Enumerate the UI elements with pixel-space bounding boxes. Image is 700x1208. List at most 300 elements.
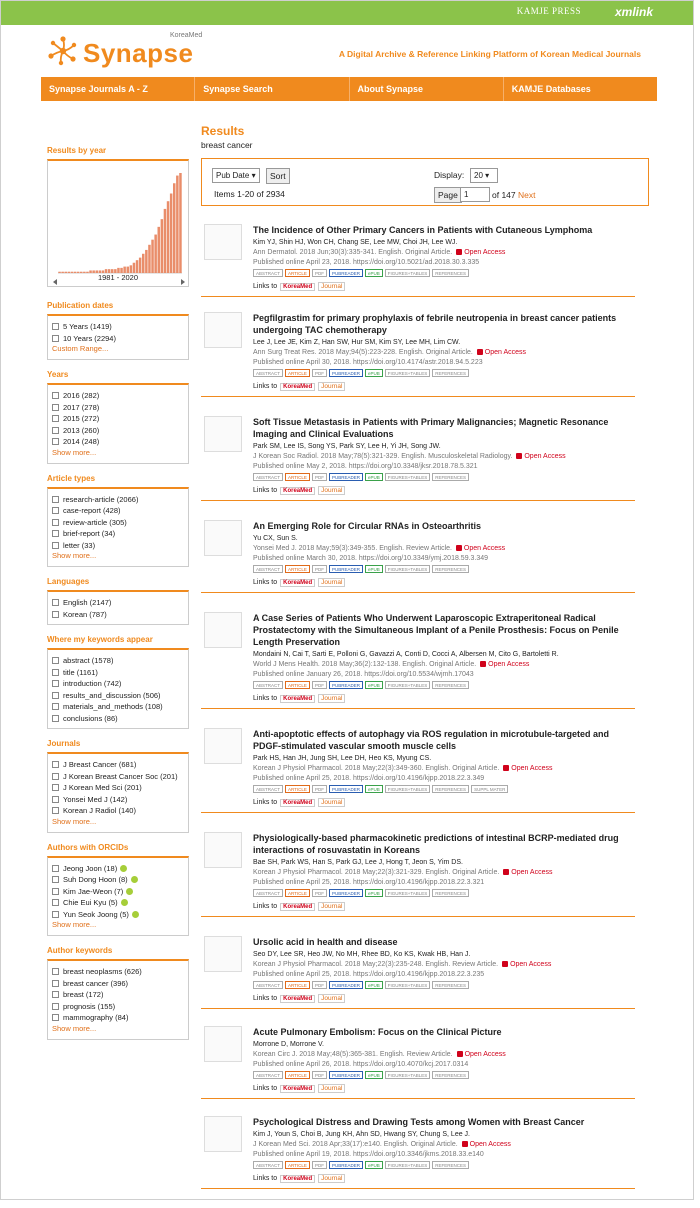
article-thumbnail[interactable] [204,312,242,348]
tag-figurestables-button[interactable]: FIGURES+TABLES [385,565,431,573]
display-label: Display: [434,170,465,180]
journal-link[interactable]: Journal [318,382,345,391]
lock-icon [456,545,462,551]
article-links [253,1083,635,1094]
year-bar[interactable] [161,219,164,273]
synapse-logo-icon [47,35,79,67]
tag-references-button[interactable]: REFERENCES [432,1071,469,1079]
filter-option[interactable]: English (2147) [52,597,183,609]
tag-epub-button[interactable]: ePUB [365,369,383,377]
checkbox[interactable] [52,899,59,906]
checkbox[interactable] [52,507,59,514]
tag-pdf-button[interactable]: PDF [312,681,327,689]
filter-option[interactable]: 2016 (282) [52,390,183,402]
tag-abstract-button[interactable]: ABSTRACT [253,269,283,277]
checkbox[interactable] [52,715,59,722]
tag-figurestables-button[interactable]: FIGURES+TABLES [385,369,431,377]
tag-pubreader-button[interactable]: PUBREADER [329,1071,363,1079]
article-published: Published online April 30, 2018. https://doi.org/10.4174/astr.2018.94.5.223 [253,359,483,366]
tag-figurestables-button[interactable]: FIGURES+TABLES [385,889,431,897]
lock-icon [462,1141,468,1147]
checkbox[interactable] [52,888,59,895]
journal-link[interactable]: Journal [318,282,345,291]
show-more-link[interactable]: Show more... [52,1023,97,1033]
checkbox[interactable] [52,692,59,699]
filter-option[interactable]: review-article (305) [52,517,183,529]
koreamed-link[interactable]: KoreaMed [280,1085,315,1093]
links-to-label: Links to [253,487,278,494]
tag-epub-button[interactable]: ePUB [365,785,383,793]
results-by-year-title: Results by year [47,146,107,155]
open-access-label: Open Access [510,961,552,968]
checkbox[interactable] [52,968,59,975]
article-format-tags [253,681,635,690]
checkbox[interactable] [52,335,59,342]
filter-option[interactable]: 2013 (260) [52,425,183,437]
filter-option[interactable]: breast neoplasms (626) [52,966,183,978]
tag-figurestables-button[interactable]: FIGURES+TABLES [385,473,431,481]
checkbox[interactable] [52,599,59,606]
tag-abstract-button[interactable]: ABSTRACT [253,1071,283,1079]
checkbox[interactable] [52,703,59,710]
tag-figurestables-button[interactable]: FIGURES+TABLES [385,681,431,689]
checkbox[interactable] [52,911,59,918]
tag-article-button[interactable]: ARTICLE [285,1161,310,1169]
filter-option[interactable]: 5 Years (1419) [52,321,183,333]
filter-option[interactable]: Suh Dong Hoon (8) [52,874,183,886]
article-title[interactable]: Soft Tissue Metastasis in Patients with Primary Malignancies; Magnetic Resonance Imaging and Clinical Evaluations [253,417,609,439]
tag-references-button[interactable]: REFERENCES [432,981,469,989]
tag-epub-button[interactable]: ePUB [365,269,383,277]
links-to-label: Links to [253,799,278,806]
journal-link[interactable]: Journal [318,486,345,495]
tag-article-button[interactable]: ARTICLE [285,369,310,377]
article-format-tags [253,785,635,794]
article-links [253,993,635,1004]
checkbox[interactable] [52,784,59,791]
lock-icon [503,869,509,875]
article-title[interactable]: Anti-apoptotic effects of autophagy via ROS regulation in microtubule-targeted and PDGF-stimulated vascular smooth muscle cells [253,729,610,751]
filter-option[interactable]: prognosis (155) [52,1001,183,1013]
filter-option[interactable]: J Korean Breast Cancer Soc (201) [52,771,183,783]
checkbox[interactable] [52,680,59,687]
show-more-link[interactable]: Show more... [52,447,97,457]
checkbox[interactable] [52,542,59,549]
article-links [253,693,635,704]
article-links [253,281,635,292]
filter-option[interactable]: breast cancer (396) [52,978,183,990]
article-citation: Ann Surg Treat Res. 2018 May;94(5):223-228. English. Original Article. Open Access [253,349,527,356]
filter-option[interactable]: Jeong Joon (18) [52,863,183,875]
article-authors: Lee J, Lee JE, Kim Z, Han SW, Hur SM, Kim SY, Lee MH, Lim CW. [253,339,461,346]
items-count: Items 1-20 of 2934 [214,189,285,199]
checkbox[interactable] [52,773,59,780]
article-thumbnail[interactable] [204,936,242,972]
article-published: Published online January 26, 2018. https://doi.org/10.5534/wjmh.17043 [253,671,474,678]
custom-range-link[interactable]: Custom Range... [52,344,109,353]
filter-option[interactable]: research-article (2066) [52,494,183,506]
links-to-label: Links to [253,903,278,910]
year-bar[interactable] [173,183,176,273]
show-more-link[interactable]: Show more... [52,920,97,929]
checkbox[interactable] [52,1014,59,1021]
article-format-tags [253,889,635,898]
article-thumbnail[interactable] [204,612,242,648]
languages-box [47,590,189,625]
site-tagline: A Digital Archive & Reference Linking Platform of Korean Medical Journals [338,49,641,59]
filter-option[interactable]: Chie Eui Kyu (5) [52,897,183,909]
article-item [201,307,635,397]
tag-pubreader-button[interactable]: PUBREADER [329,889,363,897]
tag-figurestables-button[interactable]: FIGURES+TABLES [385,1071,431,1079]
article-citation: Korean J Physiol Pharmacol. 2018 May;22(3):235-248. English. Review Article. Open Access [253,961,552,968]
year-bar[interactable] [167,201,170,273]
nav-kamje-databases[interactable]: KAMJE Databases [511,84,591,94]
article-thumbnail[interactable] [204,728,242,764]
tag-abstract-button[interactable]: ABSTRACT [253,369,283,377]
year-histogram[interactable] [48,161,190,289]
tag-epub-button[interactable]: ePUB [365,1161,383,1169]
tag-abstract-button[interactable]: ABSTRACT [253,785,283,793]
tag-pdf-button[interactable]: PDF [312,369,327,377]
orcid-icon[interactable] [126,888,133,895]
article-authors: Morrone D, Morrone V. [253,1041,324,1048]
orcid-icon[interactable] [120,865,127,872]
year-bar[interactable] [133,263,136,273]
languages-title: Languages [47,577,90,586]
tag-article-button[interactable]: ARTICLE [285,473,310,481]
tag-figurestables-button[interactable]: FIGURES+TABLES [385,1161,431,1169]
article-title[interactable]: An Emerging Role for Circular RNAs in Osteoarthritis [253,521,482,531]
display-select[interactable]: 20 ▾ [470,168,498,183]
tag-references-button[interactable]: REFERENCES [432,369,469,377]
tag-pubreader-button[interactable]: PUBREADER [329,269,363,277]
tag-abstract-button[interactable]: ABSTRACT [253,565,283,573]
tag-references-button[interactable]: REFERENCES [432,473,469,481]
checkbox[interactable] [52,980,59,987]
journal-link[interactable]: Journal [318,798,345,807]
checkbox[interactable] [52,1003,59,1010]
year-bar[interactable] [148,245,151,273]
article-title[interactable]: A Case Series of Patients Who Underwent Laparoscopic Extraperitoneal Radical Prostatectomy with the Simultaneous Implant of a Penile Prosthesis: Focus on Penile Length Preservation [253,613,619,647]
filter-option[interactable]: case-report (428) [52,505,183,517]
article-title[interactable]: Pegfilgrastim for primary prophylaxis of febrile neutropenia in breast cancer patients undergoing TAC chemotherapy [253,313,617,335]
filter-option[interactable]: results_and_discussion (506) [52,690,183,702]
author-keywords-title: Author keywords [47,946,113,955]
year-bar[interactable] [136,260,139,273]
tag-abstract-button[interactable]: ABSTRACT [253,1161,283,1169]
tag-pdf-button[interactable]: PDF [312,785,327,793]
year-bar[interactable] [139,258,142,273]
open-access-label: Open Access [464,1051,506,1058]
tag-pdf-button[interactable]: PDF [312,269,327,277]
orcid-icon[interactable] [132,911,139,918]
tag-article-button[interactable]: ARTICLE [285,889,310,897]
checkbox[interactable] [52,796,59,803]
koreamed-link[interactable]: KoreaMed [280,695,315,703]
filter-option[interactable]: mammography (84) [52,1012,183,1024]
checkbox[interactable] [52,323,59,330]
article-authors: Seo DY, Lee SR, Heo JW, No MH, Rhee BD, Ko KS, Kwak HB, Han J. [253,951,471,958]
article-item [201,1021,635,1099]
year-bar[interactable] [151,240,154,273]
article-title[interactable]: The Incidence of Other Primary Cancers in Patients with Cutaneous Lymphoma [253,225,593,235]
journal-link[interactable]: Journal [318,902,345,911]
tag-pdf-button[interactable]: PDF [312,473,327,481]
checkbox[interactable] [52,865,59,872]
links-to-label: Links to [253,579,278,586]
tag-epub-button[interactable]: ePUB [365,1071,383,1079]
checkbox[interactable] [52,669,59,676]
keywords-appear-title: Where my keywords appear [47,635,153,644]
filter-option[interactable]: letter (33) [52,540,183,552]
article-item [201,515,635,593]
tag-references-button[interactable]: REFERENCES [432,681,469,689]
orcid-icon[interactable] [131,876,138,883]
article-item [201,723,635,813]
year-bar[interactable] [154,235,157,273]
tag-pubreader-button[interactable]: PUBREADER [329,981,363,989]
tag-abstract-button[interactable]: ABSTRACT [253,681,283,689]
journal-link[interactable]: Journal [318,1174,345,1183]
next-page-link[interactable]: Next [518,190,536,200]
filter-option[interactable]: Kim Jae-Weon (7) [52,886,183,898]
journal-link[interactable]: Journal [318,694,345,703]
article-format-tags [253,565,635,574]
tag-pdf-button[interactable]: PDF [312,1071,327,1079]
journals-title: Journals [47,739,81,748]
filter-option[interactable]: Yonsei Med J (142) [52,794,183,806]
show-more-link[interactable]: Show more... [52,551,97,560]
checkbox[interactable] [52,611,59,618]
tag-article-button[interactable]: ARTICLE [285,269,310,277]
show-more-link[interactable]: Show more... [52,816,97,826]
filter-option[interactable]: Yun Seok Joong (5) [52,909,183,921]
tag-figurestables-button[interactable]: FIGURES+TABLES [385,269,431,277]
tag-epub-button[interactable]: ePUB [365,981,383,989]
site-header [1,25,693,73]
nav-about-synapse[interactable]: About Synapse [350,77,504,101]
article-item [201,931,635,1009]
tag-abstract-button[interactable]: ABSTRACT [253,473,283,481]
tag-references-button[interactable]: REFERENCES [432,269,469,277]
tag-pubreader-button[interactable]: PUBREADER [329,565,363,573]
tag-references-button[interactable]: REFERENCES [432,889,469,897]
filter-option[interactable]: title (1161) [52,667,183,679]
article-links [253,1173,635,1184]
tag-article-button[interactable]: ARTICLE [285,681,310,689]
koreamed-link[interactable]: KoreaMed [280,995,315,1003]
open-access-label: Open Access [469,1141,511,1148]
filter-option[interactable]: breast (172) [52,989,183,1001]
checkbox[interactable] [52,761,59,768]
year-bar[interactable] [164,209,167,273]
article-thumbnail[interactable] [204,416,242,452]
publication-dates-title: Publication dates [47,301,114,310]
page-input[interactable]: 1 [460,187,490,202]
article-title[interactable]: Acute Pulmonary Embolism: Focus on the Clinical Picture [253,1027,502,1037]
nav-journals-a-z[interactable]: Synapse Journals A - Z [41,77,195,101]
article-title[interactable]: Physiologically-based pharmacokinetic predictions of intestinal BCRP-mediated drug interactions of rosuvastatin in Koreans [253,833,619,855]
article-authors: Park HS, Han JH, Jung SH, Lee DH, Heo KS, Myung CS. [253,755,432,762]
filter-option[interactable]: 2017 (278) [52,402,183,414]
checkbox[interactable] [52,496,59,503]
filter-option[interactable]: 2015 (272) [52,413,183,425]
tag-article-button[interactable]: ARTICLE [285,785,310,793]
article-thumbnail[interactable] [204,1026,242,1062]
lock-icon [503,765,509,771]
open-access-label: Open Access [484,349,527,356]
year-bar[interactable] [176,176,179,273]
year-bar[interactable] [130,265,133,273]
article-item [201,1111,635,1189]
filter-option[interactable]: introduction (742) [52,678,183,690]
nav-synapse-search[interactable]: Synapse Search [195,77,349,101]
tag-article-button[interactable]: ARTICLE [285,565,310,573]
article-authors: Yu CX, Sun S. [253,535,298,542]
results-query: breast cancer [201,140,253,150]
year-bar[interactable] [170,194,173,273]
checkbox[interactable] [52,392,59,399]
journal-link[interactable]: Journal [318,1084,345,1093]
article-authors: Kim J, Youn S, Choi B, Jung KH, Ahn SD, Hwang SY, Chung S, Lee J. [253,1131,470,1138]
article-published: Published online April 19, 2018. https://doi.org/10.3346/jkms.2018.33.e140 [253,1151,484,1158]
article-authors: Bae SH, Park WS, Han S, Park GJ, Lee J, Hong T, Jeon S, Yim DS. [253,859,463,866]
tag-pubreader-button[interactable]: PUBREADER [329,473,363,481]
tag-pdf-button[interactable]: PDF [312,1161,327,1169]
xmlink-link[interactable]: xmlink [614,5,653,19]
sort-select[interactable]: Pub Date ▾ [212,168,260,183]
article-published: Published online March 30, 2018. https://doi.org/10.3349/ymj.2018.59.3.349 [253,555,489,562]
article-links [253,901,635,912]
article-links [253,577,635,588]
tag-epub-button[interactable]: ePUB [365,681,383,689]
tag-article-button[interactable]: ARTICLE [285,1071,310,1079]
year-bar[interactable] [158,227,161,273]
tag-pubreader-button[interactable]: PUBREADER [329,1161,363,1169]
article-format-tags [253,473,635,482]
lock-icon [456,249,462,255]
filter-option[interactable]: conclusions (86) [52,713,183,725]
tag-pdf-button[interactable]: PDF [312,565,327,573]
filter-option[interactable]: brief-report (34) [52,528,183,540]
checkbox[interactable] [52,991,59,998]
filter-option[interactable]: 10 Years (2294) [52,333,183,345]
tag-abstract-button[interactable]: ABSTRACT [253,981,283,989]
year-bar[interactable] [142,254,145,273]
article-item [201,411,635,501]
article-citation: Ann Dermatol. 2018 Jun;30(3):335-341. English. Original Article. Open Access [253,249,506,256]
filter-option[interactable]: Korean J Radiol (140) [52,805,183,817]
synapse-logo[interactable] [47,32,203,68]
article-authors: Mondaini N, Cai T, Sarti E, Polloni G, Gavazzi A, Conti D, Cocci A, Albersen M, Cito G, Bartoletti R. [253,651,559,658]
koreamed-link[interactable]: KoreaMed [280,903,315,911]
checkbox[interactable] [52,807,59,814]
article-thumbnail[interactable] [204,1116,242,1152]
orcids-title: Authors with ORCIDs [47,842,129,852]
tag-figurestables-button[interactable]: FIGURES+TABLES [385,981,431,989]
keywords-appear-box [47,648,189,729]
open-access-label: Open Access [511,869,553,876]
article-format-tags [253,1161,635,1170]
tag-pubreader-button[interactable]: PUBREADER [329,369,363,377]
tag-suppl-button[interactable]: SUPPL MATER [471,785,508,793]
tag-epub-button[interactable]: ePUB [365,473,383,481]
year-bar[interactable] [179,173,182,273]
checkbox[interactable] [52,427,59,434]
article-published: Published online April 26, 2018. https://doi.org/10.4070/kcj.2017.0314 [253,1061,469,1068]
koreamed-link[interactable]: KoreaMed [280,799,315,807]
results-main [201,124,637,206]
article-thumbnail[interactable] [204,520,242,556]
koreamed-link[interactable]: KoreaMed [280,283,315,291]
checkbox[interactable] [52,530,59,537]
checkbox[interactable] [52,415,59,422]
article-title[interactable]: Ursolic acid in health and disease [253,937,398,947]
kamje-press-link[interactable]: KAMJE PRESS [516,6,581,16]
article-format-tags [253,981,635,990]
koreamed-link[interactable]: KoreaMed [280,1175,315,1183]
article-item [201,219,635,297]
article-thumbnail[interactable] [204,224,242,260]
checkbox[interactable] [52,657,59,664]
tag-references-button[interactable]: REFERENCES [432,785,469,793]
tag-figurestables-button[interactable]: FIGURES+TABLES [385,785,431,793]
filter-option[interactable]: Korean (787) [52,609,183,621]
article-thumbnail[interactable] [204,832,242,868]
koreamed-link[interactable]: KoreaMed [280,383,315,391]
checkbox[interactable] [52,404,59,411]
tag-references-button[interactable]: REFERENCES [432,1161,469,1169]
article-published: Published online April 25, 2018. https://doi.org/10.4196/kjpp.2018.22.3.235 [253,971,485,978]
filter-option[interactable]: materials_and_methods (108) [52,701,183,713]
results-title: Results [201,124,245,138]
tag-abstract-button[interactable]: ABSTRACT [253,889,283,897]
tag-pubreader-button[interactable]: PUBREADER [329,681,363,689]
links-to-label: Links to [253,695,278,702]
orcid-icon[interactable] [121,899,128,906]
article-title[interactable]: Psychological Distress and Drawing Tests among Women with Breast Cancer [253,1117,585,1127]
article-published: Published online April 25, 2018. https://doi.org/10.4196/kjpp.2018.22.3.321 [253,879,485,886]
journal-link[interactable]: Journal [318,994,345,1003]
tag-pubreader-button[interactable]: PUBREADER [329,785,363,793]
page-button[interactable]: Page [434,187,462,203]
checkbox[interactable] [52,519,59,526]
tag-references-button[interactable]: REFERENCES [432,565,469,573]
filter-option[interactable]: 2014 (248) [52,436,183,448]
tag-epub-button[interactable]: ePUB [365,565,383,573]
sort-button[interactable]: Sort [266,168,290,184]
main-nav [41,77,657,101]
koreamed-link[interactable]: KoreaMed [280,487,315,495]
tag-article-button[interactable]: ARTICLE [285,981,310,989]
filter-option[interactable]: abstract (1578) [52,655,183,667]
article-item [201,607,635,709]
tag-epub-button[interactable]: ePUB [365,889,383,897]
article-citation: J Korean Soc Radiol. 2018 May;78(5):321-329. English. Musculoskeletal Radiology. Open Access [253,453,566,460]
checkbox[interactable] [52,438,59,445]
checkbox[interactable] [52,876,59,883]
year-bar[interactable] [145,250,148,273]
filter-option[interactable]: J Breast Cancer (681) [52,759,183,771]
top-bar [1,1,693,25]
links-to-label: Links to [253,1085,278,1092]
filter-option[interactable]: J Korean Med Sci (201) [52,782,183,794]
tag-pdf-button[interactable]: PDF [312,889,327,897]
journal-link[interactable]: Journal [318,578,345,587]
tag-pdf-button[interactable]: PDF [312,981,327,989]
koreamed-link[interactable]: KoreaMed [280,579,315,587]
